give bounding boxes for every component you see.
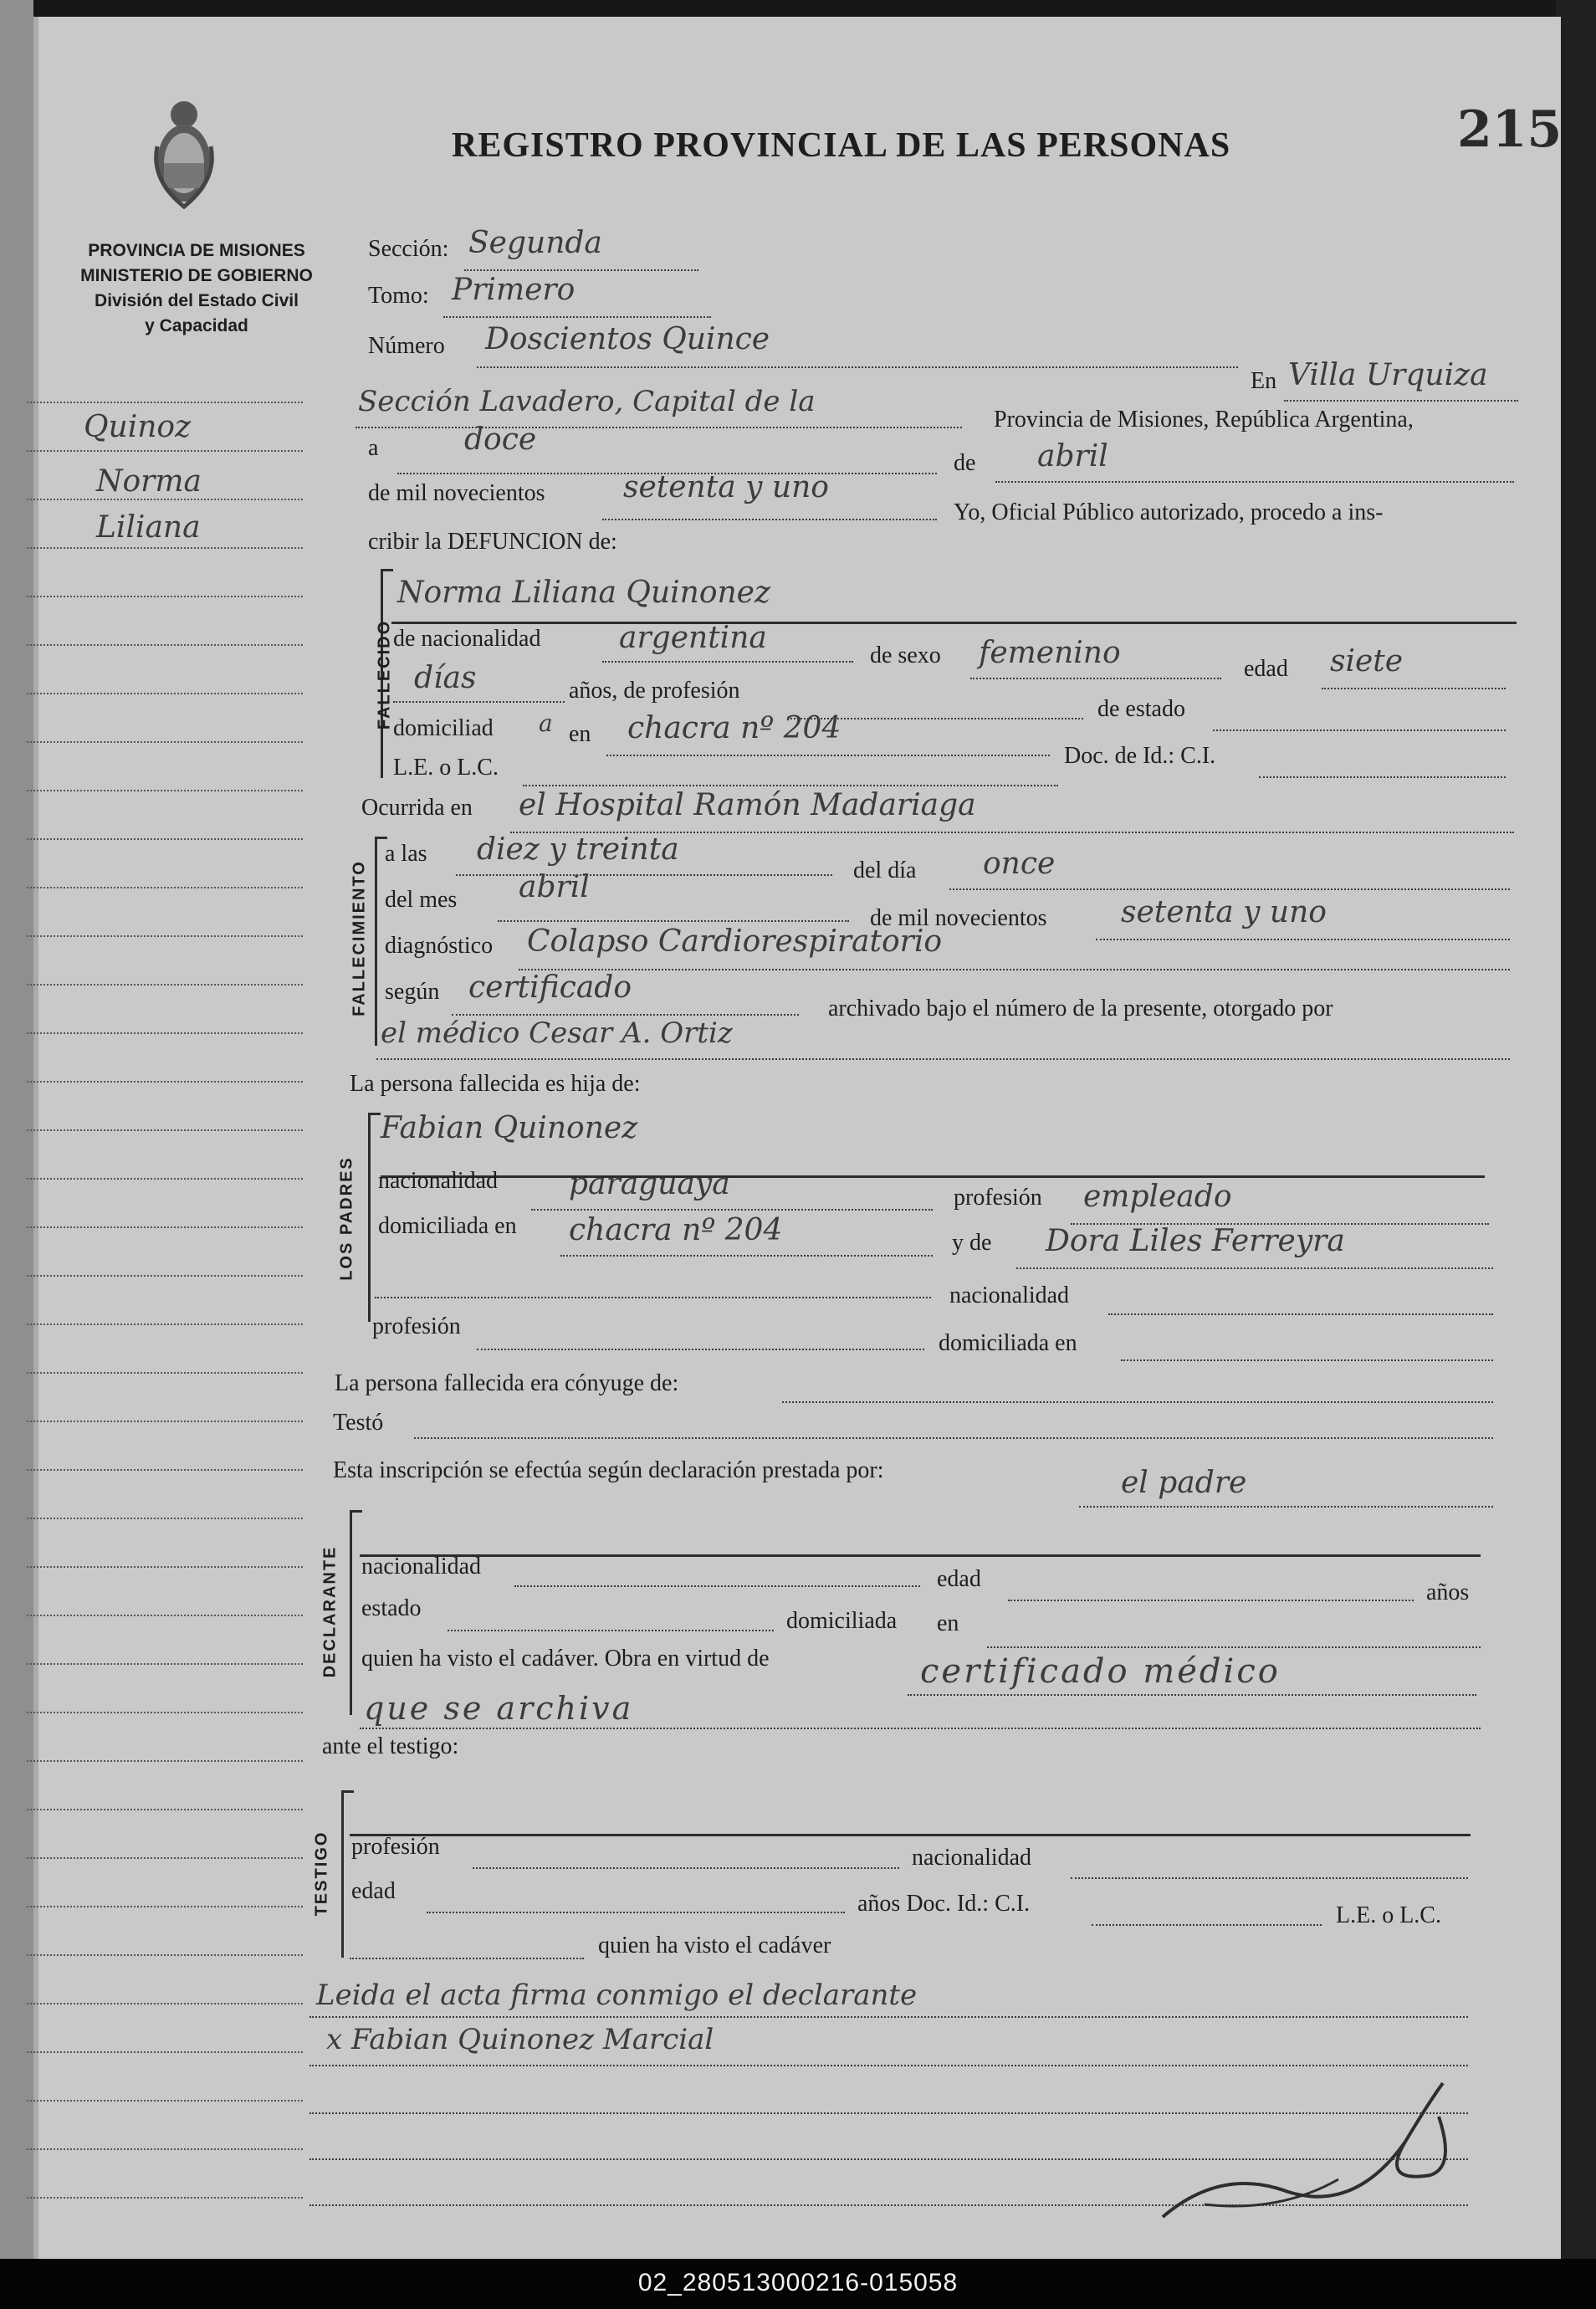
- obra-value-2: que se archiva: [364, 1690, 634, 1727]
- padres-profesion-value: empleado: [1083, 1180, 1232, 1214]
- fallecido-nacionalidad-value: argentina: [619, 621, 767, 655]
- testo-label: Testó: [333, 1410, 384, 1436]
- padres-domiciliada2-label: domiciliada en: [939, 1330, 1077, 1356]
- margin-rule: [27, 1760, 303, 1762]
- margin-rule: [27, 1857, 303, 1859]
- diagnostico-label: diagnóstico: [385, 933, 494, 959]
- conyuge-text: La persona fallecida era cónyuge de:: [335, 1370, 679, 1396]
- oficial-text: Yo, Oficial Público autorizado, procedo a ins-: [954, 499, 1384, 525]
- margin-rule: [27, 499, 303, 500]
- padre-name: Fabian Quinonez: [381, 1111, 638, 1145]
- del-dia-label: del día: [853, 858, 917, 883]
- padres-profesion-label: profesión: [954, 1185, 1042, 1211]
- de-value: abril: [1037, 439, 1108, 474]
- tomo-line: [443, 316, 711, 318]
- provincia-text: Provincia de Misiones, República Argentina,: [994, 407, 1414, 433]
- margin-rule: [27, 1663, 303, 1665]
- fallecimiento-mil-label: de mil novecientos: [870, 905, 1047, 931]
- testigo-edad-label: edad: [351, 1878, 396, 1904]
- mil-value: setenta y uno: [623, 470, 829, 504]
- testigo-anos-doc-label: años Doc. Id.: C.I.: [857, 1891, 1031, 1917]
- padres-section-label: LOS PADRES: [337, 1156, 356, 1281]
- margin-name-line-1: Quinoz: [84, 410, 192, 444]
- margin-rule: [27, 1226, 303, 1228]
- padres-nacionalidad2-label: nacionalidad: [949, 1282, 1070, 1308]
- fallecido-domicilio-value: chacra nº 204: [627, 711, 841, 745]
- fallecido-section-label: FALLECIDO: [375, 619, 394, 730]
- margin-rule: [27, 935, 303, 937]
- margin-rule: [27, 402, 303, 403]
- testigo-section-label: TESTIGO: [312, 1830, 331, 1917]
- fallecido-name: Norma Liliana Quinonez: [397, 576, 770, 610]
- margin-rule: [27, 1566, 303, 1568]
- testigo-profesion-label: profesión: [351, 1834, 440, 1860]
- margin-rule: [27, 887, 303, 888]
- del-mes-label: del mes: [385, 887, 458, 913]
- declarante-anos-label: años: [1426, 1579, 1470, 1605]
- declarante-visto-text: quien ha visto el cadáver. Obra en virtud de: [361, 1646, 770, 1672]
- margin-rule: [27, 1809, 303, 1810]
- fallecimiento-section-label: FALLECIMIENTO: [350, 860, 369, 1016]
- footer-id: 02_280513000216-015058: [637, 2269, 959, 2296]
- coat-of-arms-icon: [151, 96, 217, 213]
- org-line-1: PROVINCIA DE MISIONES: [88, 241, 305, 260]
- margin-rule: [27, 2051, 303, 2053]
- margin-rule: [27, 1469, 303, 1471]
- margin-rule: [27, 2148, 303, 2150]
- margin-rule: [27, 838, 303, 840]
- padre-name-line: [381, 1175, 1485, 1178]
- fallecido-doc-label: Doc. de Id.: C.I.: [1064, 743, 1216, 769]
- mil-label: de mil novecientos: [368, 480, 545, 506]
- obra-value: certificado médico: [920, 1652, 1281, 1691]
- fallecido-edad-label: edad: [1244, 656, 1288, 682]
- official-signature: [1154, 2066, 1464, 2234]
- margin-rule: [27, 2003, 303, 2004]
- margin-rule: [27, 1323, 303, 1325]
- place-line: [356, 427, 962, 428]
- testigo-le-label: L.E. o L.C.: [1336, 1902, 1441, 1928]
- fallecido-edad-unit-value: días: [414, 661, 477, 695]
- closing-line-1: Leida el acta firma conmigo el declarante: [316, 1979, 918, 2012]
- hija-text: La persona fallecida es hija de:: [350, 1071, 641, 1097]
- margin-rule: [27, 1275, 303, 1277]
- declarante-edad-label: edad: [937, 1566, 981, 1592]
- padres-bracket: [368, 1113, 371, 1322]
- medico-value: el médico Cesar A. Ortiz: [381, 1016, 733, 1050]
- diagnostico-value: Colapso Cardiorespiratorio: [527, 924, 943, 959]
- margin-rule: [27, 693, 303, 694]
- margin-rule: [27, 1518, 303, 1519]
- margin-rule: [27, 1712, 303, 1713]
- testigo-bracket: [341, 1790, 344, 1958]
- testigo-name-line: [350, 1834, 1471, 1836]
- en-label: En: [1251, 368, 1277, 394]
- fallecido-le-label: L.E. o L.C.: [393, 755, 499, 781]
- declarante-estado-label: estado: [361, 1595, 422, 1621]
- declarante-en-label: en: [937, 1610, 959, 1636]
- declarante-value: el padre: [1121, 1466, 1247, 1500]
- declarante-nacionalidad-label: nacionalidad: [361, 1554, 482, 1579]
- en-line: [1284, 400, 1518, 402]
- a-las-value: diez y treinta: [477, 832, 679, 867]
- margin-rule: [27, 1129, 303, 1131]
- declarante-name-line: [360, 1554, 1481, 1557]
- margin-rule: [27, 1372, 303, 1374]
- ocurrida-value: el Hospital Ramón Madariaga: [519, 788, 976, 822]
- ocurrida-label: Ocurrida en: [361, 795, 473, 821]
- fallecido-edad-value: siete: [1330, 644, 1404, 678]
- del-mes-value: abril: [519, 870, 590, 904]
- margin-rule: [27, 790, 303, 791]
- margin-rule: [27, 1954, 303, 1956]
- margin-rule: [27, 984, 303, 986]
- fallecido-sexo-value: femenino: [979, 636, 1121, 670]
- fallecido-estado-label: de estado: [1097, 696, 1185, 722]
- fallecido-nacionalidad-label: de nacionalidad: [393, 626, 541, 652]
- margin-rule: [27, 547, 303, 549]
- margin-rule: [27, 741, 303, 743]
- fallecido-anos-profesion-label: años, de profesión: [569, 678, 740, 704]
- fallecido-domiciliado-suffix: a: [539, 709, 553, 737]
- madre-name: Dora Liles Ferreyra: [1046, 1224, 1345, 1258]
- margin-rule: [27, 1615, 303, 1616]
- padres-profesion2-label: profesión: [372, 1313, 461, 1339]
- segun-value: certificado: [468, 970, 632, 1005]
- tomo-value: Primero: [452, 273, 575, 307]
- fallecido-domiciliado-label: domiciliad: [393, 715, 494, 741]
- segun-label: según: [385, 979, 440, 1005]
- fallecimiento-mil-value: setenta y uno: [1121, 895, 1327, 929]
- fallecido-name-line: [391, 622, 1517, 624]
- margin-name-line-3: Liliana: [96, 510, 201, 545]
- a-value: doce: [464, 422, 537, 457]
- numero-label: Número: [368, 333, 445, 359]
- padres-nacionalidad-value: paraguaya: [569, 1167, 730, 1201]
- archivado-text: archivado bajo el número de la presente, otorgado por: [828, 996, 1333, 1021]
- padres-domiciliada-label: domiciliada en: [378, 1213, 517, 1239]
- declarante-domiciliada-label: domiciliada: [786, 1608, 898, 1634]
- seccion-value: Segunda: [468, 226, 602, 260]
- numero-line: [477, 366, 1238, 368]
- page-title: REGISTRO PROVINCIAL DE LAS PERSONAS: [452, 126, 1231, 165]
- margin-rule: [27, 1081, 303, 1083]
- closing-line-2: x Fabian Quinonez Marcial: [326, 2023, 714, 2056]
- right-binding: [1556, 0, 1596, 2259]
- margin-rule: [27, 1906, 303, 1907]
- inscripcion-text: Esta inscripción se efectúa según declaración prestada por:: [333, 1457, 884, 1483]
- a-las-label: a las: [385, 841, 427, 867]
- margin-name-line-2: Norma: [96, 464, 202, 499]
- seccion-line: [464, 269, 698, 271]
- cribir-text: cribir la DEFUNCION de:: [368, 529, 617, 555]
- de-label: de: [954, 450, 976, 476]
- a-label: a: [368, 435, 379, 461]
- de-line: [995, 481, 1514, 483]
- en-value: Villa Urquiza: [1288, 358, 1488, 392]
- fallecido-en-label: en: [569, 721, 591, 747]
- declarante-section-label: DECLARANTE: [320, 1545, 340, 1678]
- del-dia-value: once: [983, 847, 1056, 881]
- margin-rule: [27, 2100, 303, 2102]
- fallecimiento-bracket: [375, 837, 377, 1046]
- org-line-3: División del Estado Civil: [95, 291, 299, 310]
- padres-y-de-label: y de: [952, 1230, 992, 1256]
- ante-text: ante el testigo:: [322, 1733, 459, 1759]
- margin-rule: [27, 644, 303, 646]
- org-line-4: y Capacidad: [145, 316, 248, 335]
- place-line-value: Sección Lavadero, Capital de la: [358, 385, 816, 418]
- padres-nacionalidad-label: nacionalidad: [378, 1168, 499, 1194]
- tomo-label: Tomo:: [368, 283, 429, 309]
- org-line-2: MINISTERIO DE GOBIERNO: [80, 266, 313, 285]
- mil-line: [602, 519, 937, 520]
- declarante-bracket: [350, 1510, 352, 1715]
- testigo-nacionalidad-label: nacionalidad: [912, 1845, 1032, 1871]
- margin-rule: [27, 1421, 303, 1422]
- margin-rule: [27, 1178, 303, 1180]
- page-number: 215: [1457, 100, 1563, 159]
- margin-rule: [27, 450, 303, 452]
- fallecido-sexo-label: de sexo: [870, 643, 941, 668]
- padres-domiciliada-value: chacra nº 204: [569, 1213, 783, 1247]
- testigo-visto-text: quien ha visto el cadáver: [598, 1933, 831, 1958]
- margin-rule: [27, 2197, 303, 2199]
- margin-rule: [27, 596, 303, 597]
- margin-rule: [27, 1032, 303, 1034]
- seccion-label: Sección:: [368, 236, 449, 262]
- numero-value: Doscientos Quince: [485, 322, 770, 356]
- form-sheet: [33, 17, 1561, 2259]
